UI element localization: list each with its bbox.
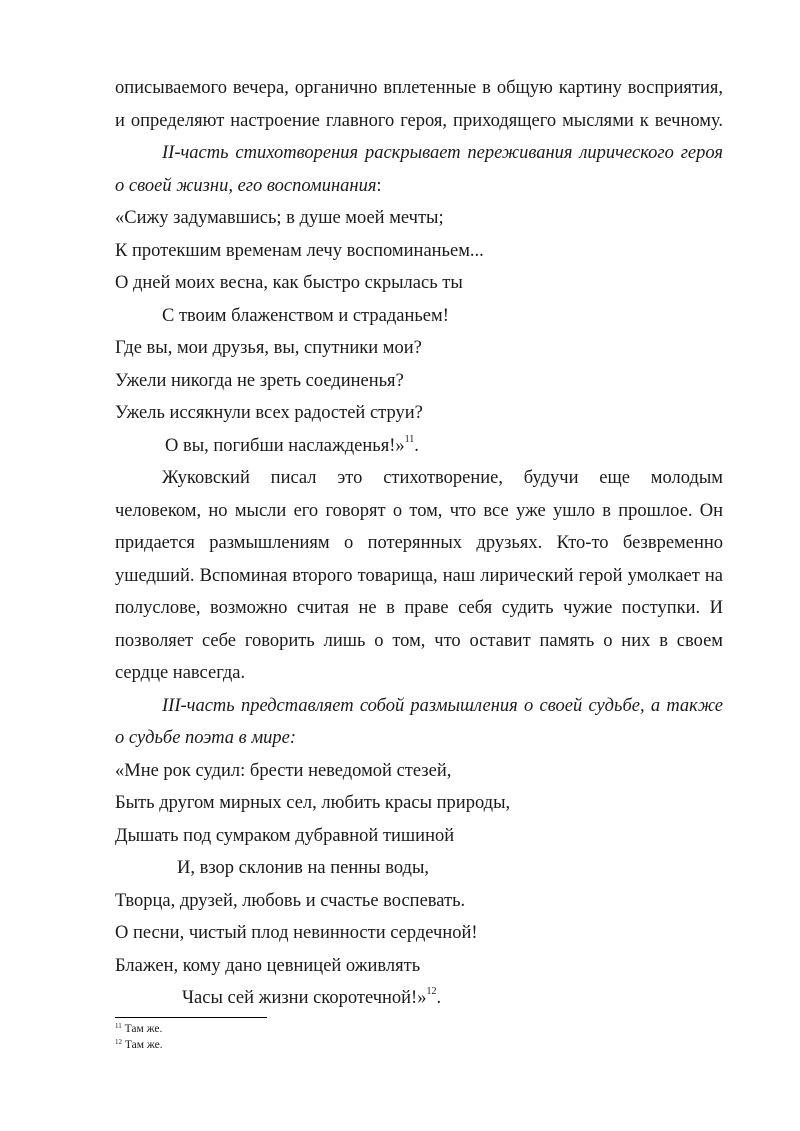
verse-line: Быть другом мирных сел, любить красы природы,: [115, 793, 511, 813]
footnote: [115, 1021, 163, 1037]
footnote-ref: 11: [404, 433, 415, 445]
footnote-mark: 12: [115, 1038, 122, 1046]
period-text: .: [436, 988, 442, 1008]
footnote-mark: 11: [115, 1022, 122, 1030]
verse-line: Где вы, мои друзья, вы, спутники мои?: [115, 338, 422, 358]
footnote-text: Там же.: [121, 1023, 163, 1035]
verse-line: О песни, чистый плод невинности сердечной!: [115, 923, 478, 943]
paragraph-line: о судьбе поэта в мире:: [115, 728, 296, 748]
verse-line: «Сижу задумавшись; в душе моей мечты;: [115, 208, 444, 228]
verse-line: [115, 982, 723, 1015]
paragraph-line: II-часть стихотворения раскрывает переживания лирического героя: [162, 143, 723, 163]
footnote-separator: [115, 1017, 267, 1018]
verse-line: Ужель иссякнули всех радостей струи?: [115, 403, 423, 423]
verse-line: И, взор склонив на пенны воды,: [177, 858, 430, 878]
verse-line: С твоим блаженством и страданьем!: [162, 305, 449, 326]
paragraph-line: полуслове, возможно считая не в праве себя судить чужие поступки. И: [115, 598, 723, 618]
paragraph-line: и определяют настроение главного героя, приходящего мыслями к вечному.: [115, 110, 723, 131]
italic-text: о своей жизни, его воспоминания: [115, 175, 377, 196]
verse-line: Дышать под сумраком дубравной тишиной: [115, 825, 455, 846]
verse-text: О вы, погибши наслажденья!»: [165, 435, 405, 456]
paragraph-line: придается размышлениям о потерянных друзьях. Кто-то безвременно: [115, 533, 723, 553]
verse-line: О дней моих весна, как быстро скрылась ты: [115, 273, 463, 293]
verse-line: К протекшим временам лечу воспоминаньем...: [115, 240, 484, 261]
paragraph-line: [115, 170, 723, 203]
colon-text: :: [376, 175, 382, 196]
verse-line: Ужели никогда не зреть соединенья?: [115, 370, 404, 391]
footnote-ref: 12: [426, 986, 437, 997]
paragraph-line: человеком, но мысли его говорят о том, что все уже ушло в прошлое. Он: [115, 500, 723, 521]
paragraph-line: описываемого вечера, органично вплетенные в общую картину восприятия,: [115, 78, 723, 98]
footnote-text: Там же.: [122, 1039, 163, 1051]
footnotes: [115, 1021, 163, 1053]
footnote: [115, 1037, 163, 1053]
paragraph-line: III-часть представляет собой размышления о своей судьбе, а также: [162, 695, 723, 716]
verse-line: «Мне рок судил: брести неведомой стезей,: [115, 760, 452, 781]
paragraph-line: позволяет себе говорить лишь о том, что оставит память о них в своем: [115, 630, 723, 651]
paragraph-line: Жуковский писал это стихотворение, будучи еще молодым: [162, 468, 723, 488]
verse-text: Часы сей жизни скоротечной!»: [182, 988, 427, 1008]
paragraph-line: сердце навсегда.: [115, 663, 246, 683]
period-text: .: [414, 435, 419, 456]
verse-line: [115, 430, 723, 463]
paragraph-line: ушедший. Вспоминая второго товарища, наш лирический герой умолкает на: [115, 565, 723, 586]
verse-line: Творца, друзей, любовь и счастье воспевать.: [115, 890, 466, 911]
verse-line: Блажен, кому дано цевницей оживлять: [115, 955, 421, 976]
document-body: [115, 72, 723, 1015]
